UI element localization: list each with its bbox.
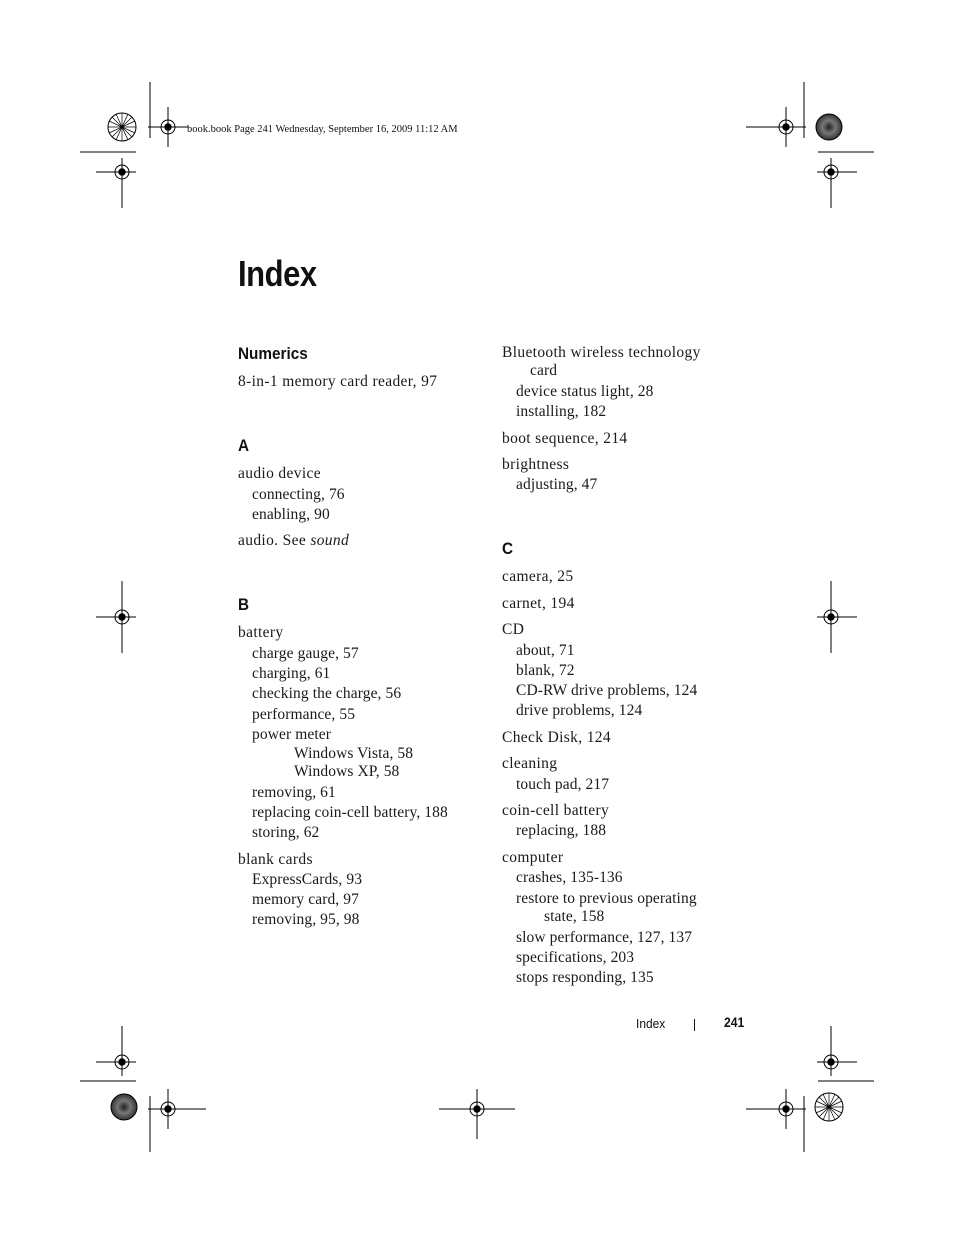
index-subentry: charging, 61 [252,665,331,682]
index-entry-continuation: card [530,362,558,379]
index-entry: camera, 25 [502,568,574,585]
index-subentry: device status light, 28 [516,383,654,400]
index-entry: brightness [502,456,570,473]
index-subentry: blank, 72 [516,662,575,679]
section-heading-a: A [238,436,250,455]
index-entry: CD [502,621,525,638]
page-number: 241 [724,1015,745,1030]
index-subentry: drive problems, 124 [516,702,643,719]
index-entry: boot sequence, 214 [502,430,628,447]
section-heading-numerics: Numerics [238,344,308,363]
index-subentry: removing, 95, 98 [252,911,360,928]
index-subentry: power meter [252,726,331,743]
see-text: audio. See [238,532,307,549]
index-subentry: installing, 182 [516,403,607,420]
index-subentry: crashes, 135-136 [516,869,623,886]
index-subentry: touch pad, 217 [516,776,610,793]
print-slug: book.book Page 241 Wednesday, September 16, 2009 11:12 AM [187,124,458,135]
index-subentry: about, 71 [516,642,575,659]
index-subentry: stops responding, 135 [516,969,654,986]
index-entry: blank cards [238,851,313,868]
index-subentry: replacing coin-cell battery, 188 [252,804,448,821]
index-subentry-continuation: state, 158 [544,908,605,925]
index-subentry: slow performance, 127, 137 [516,929,693,946]
index-entry: 8-in-1 memory card reader, 97 [238,373,438,390]
index-entry-see-reference [238,532,349,550]
index-subsubentry: Windows XP, 58 [294,763,400,780]
index-subentry: storing, 62 [252,824,320,841]
index-entry: coin-cell battery [502,802,610,819]
see-target: sound [310,532,350,549]
page-title: Index [238,253,317,294]
index-subentry: specifications, 203 [516,949,635,966]
index-subentry: removing, 61 [252,784,336,801]
index-subentry: memory card, 97 [252,891,359,908]
footer-divider [694,1019,695,1031]
index-subentry: enabling, 90 [252,506,330,523]
index-subentry: performance, 55 [252,706,356,723]
index-entry: Bluetooth wireless technology [502,344,701,361]
index-subentry: connecting, 76 [252,486,345,503]
index-subentry: CD-RW drive problems, 124 [516,682,698,699]
index-subentry: replacing, 188 [516,822,607,839]
section-heading-b: B [238,595,250,614]
index-entry: Check Disk, 124 [502,729,612,746]
footer-section-label: Index [636,1016,666,1031]
index-entry: cleaning [502,755,558,772]
section-heading-c: C [502,539,514,558]
index-entry: carnet, 194 [502,595,575,612]
index-subentry: ExpressCards, 93 [252,871,363,888]
index-subentry: adjusting, 47 [516,476,598,493]
index-subsubentry: Windows Vista, 58 [294,745,414,762]
index-entry: audio device [238,465,321,482]
index-subentry: charge gauge, 57 [252,645,359,662]
index-subentry: checking the charge, 56 [252,685,402,702]
index-entry: battery [238,624,284,641]
index-entry: computer [502,849,564,866]
index-subentry: restore to previous operating [516,890,697,907]
